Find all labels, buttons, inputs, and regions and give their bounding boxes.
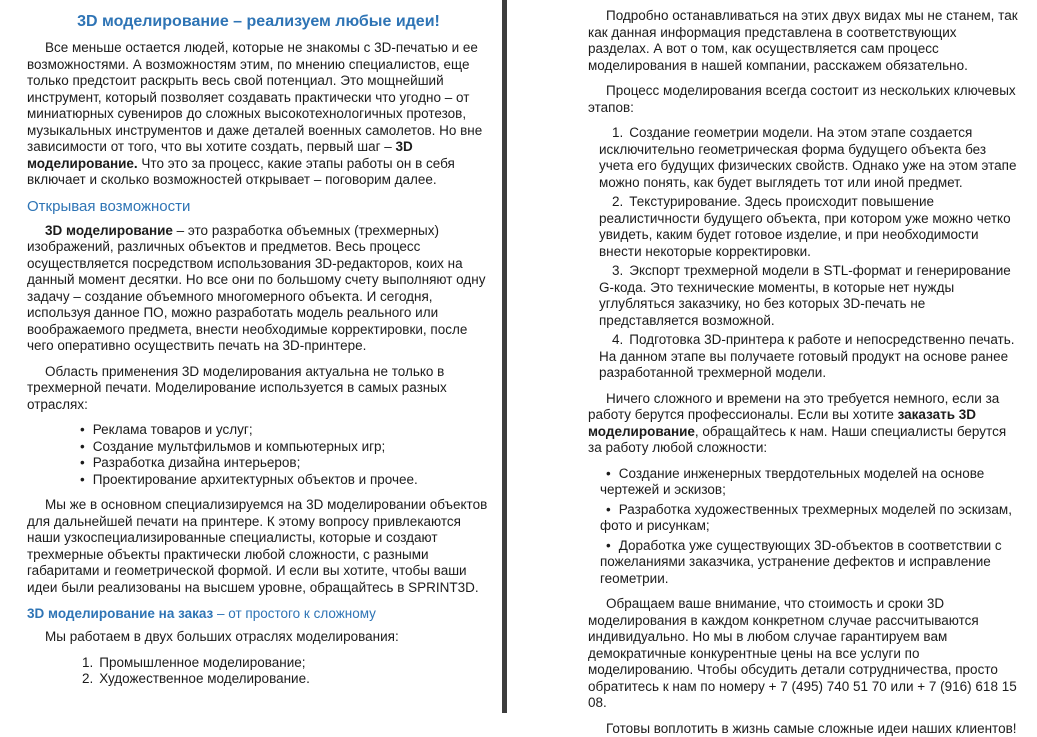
bold-text-run: 3D моделирование на заказ xyxy=(27,606,213,621)
numbered-list xyxy=(588,125,1021,382)
numbered-list xyxy=(27,655,490,688)
text-run: Область применения 3D моделирования актуальна не только в трехмерной печати. Моделирование используется в самых разных отраслях: xyxy=(27,364,447,412)
list-item: Художественное моделирование. xyxy=(75,671,490,688)
bold-text-run: 3D моделирование xyxy=(45,223,173,238)
list-item: Экспорт трехмерной модели в STL-формат и генерирование G-кода. Это технические моменты, в которые нет нужды углубляться заказчику, но без которых 3D-печать не представляется возможной. xyxy=(599,263,1021,329)
text-run: Открывая возможности xyxy=(27,198,190,215)
list-item: • Создание мультфильмов и компьютерных игр; xyxy=(73,439,490,456)
list-item: • Разработка художественных трехмерных моделей по эскизам, фото и рисункам; xyxy=(600,502,1021,535)
paragraph xyxy=(27,497,490,596)
text-run: Все меньше остается людей, которые не знакомы с 3D-печатью и ее возможностями. А возможностям этим, по мнению специалистов, еще только предстоит раскрыть весь свой потенциал. Это мощнейший инструмент, который позволяет создавать практически что угодно – от миниатюрных сувениров до сложных высокотехнологичных протезов, музыкальных инструментов и даже деталей военных самолетов. Но вне зависимости от того, что вы хотите создать, первый шаг – xyxy=(27,40,482,154)
bold-text-run: заказать 3D моделирование xyxy=(588,407,976,439)
text-run: Что это за процесс, какие этапы работы он в себя включает и сколько возможностей открывает – поговорим далее. xyxy=(27,156,455,188)
section-heading xyxy=(27,605,490,622)
document-page-left xyxy=(0,0,502,713)
bullet-list xyxy=(588,466,1021,588)
bold-text-run: 3D моделирование – реализуем любые идеи! xyxy=(77,13,440,30)
text-run: , обращайтесь к нам. Наши специалисты берутся за работу любой сложности: xyxy=(588,424,1006,456)
paragraph xyxy=(588,83,1021,116)
list-item: • Создание инженерных твердотельных моделей на основе чертежей и эскизов; xyxy=(600,466,1021,499)
text-run: Мы же в основном специализируемся на 3D моделировании объектов для дальнейшей печати на принтере. К этому вопросу привлекаются наши узкоспециализированные специалисты, которые и создают трехмерные объекты практически любой сложности, с разными габаритами и геометрической формой. И если вы хотите, чтобы ваши идеи были реализованы на высшем уровне, обращайтесь в SPRINT3D. xyxy=(27,497,487,595)
paragraph xyxy=(588,8,1021,74)
page-content xyxy=(0,0,502,713)
paragraph xyxy=(27,40,490,189)
text-run: – от простого к сложному xyxy=(213,606,376,621)
paragraph xyxy=(27,223,490,355)
paragraph xyxy=(588,391,1021,457)
list-item: Текстурирование. Здесь происходит повышение реалистичности будущего объекта, при котором уже можно четко увидеть, каким будет готовое изделие, и при необходимости внести некоторые корректировки. xyxy=(599,194,1021,260)
section-heading xyxy=(27,198,490,216)
list-item: • Доработка уже существующих 3D-объектов в соответствии с пожеланиями заказчика, устранение дефектов и исправление геометрии. xyxy=(600,538,1021,588)
paragraph xyxy=(588,596,1021,712)
paragraph xyxy=(588,721,1021,737)
text-run: Подробно останавливаться на этих двух видах мы не станем, так как данная информация представлена в соответствующих разделах. А вот о том, как осуществляется сам процесс моделирования в нашей компании, расскажем обязательно. xyxy=(588,8,1018,73)
list-item: Подготовка 3D-принтера к работе и непосредственно печать. На данном этапе вы получаете готовый продукт на основе ранее разработанной трехмерной модели. xyxy=(599,332,1021,382)
text-run: Мы работаем в двух больших отраслях моделирования: xyxy=(45,629,399,644)
list-item: • Разработка дизайна интерьеров; xyxy=(73,455,490,472)
bullet-list xyxy=(27,422,490,488)
paragraph xyxy=(27,629,490,646)
text-run: Ничего сложного и времени на это требуется немного, если за работу берутся профессионалы. Если вы хотите xyxy=(588,391,999,423)
document-page-right xyxy=(507,0,1037,713)
bold-text-run: 3D моделирование. xyxy=(27,139,413,171)
text-run: Процесс моделирования всегда состоит из нескольких ключевых этапов: xyxy=(588,83,1016,115)
text-run: Обращаем ваше внимание, что стоимость и сроки 3D моделирования в каждом конкретном случае рассчитываются индивидуально. Но мы в любом случае гарантируем вам демократичные конкурентные цены на все услуги по моделированию. Чтобы обсудить детали сотрудничества, просто обратитесь к нам по номеру + 7 (495) 740 51 70 или + 7 (916) 618 15 08. xyxy=(588,596,1017,710)
list-item: Промышленное моделирование; xyxy=(75,655,490,672)
paragraph xyxy=(27,364,490,414)
document-title xyxy=(27,12,490,32)
list-item: • Проектирование архитектурных объектов и прочее. xyxy=(73,472,490,489)
text-run: Готовы воплотить в жизнь самые сложные идеи наших клиентов! xyxy=(606,721,1017,736)
list-item: Создание геометрии модели. На этом этапе создается исключительно геометрическая форма будущего объекта без учета его будущих физических свойств. Однако уже на этом этапе можно понять, как будет выглядеть тот или иной предмет. xyxy=(599,125,1021,191)
list-item: • Реклама товаров и услуг; xyxy=(73,422,490,439)
page-content xyxy=(507,0,1037,713)
text-run: – это разработка объемных (трехмерных) изображений, различных объектов и предметов. Весь процесс осуществляется посредством использования 3D-редакторов, коих на данный момент десятки. Но все они по большому счету выполняют одну задачу – создание объемного многомерного объекта. И сегодня, используя данное ПО, можно разработать модель реального или воображаемого предмета, внести необходимые корректировки, после чего оперативно осуществить печать на 3D-принтере. xyxy=(27,223,485,354)
